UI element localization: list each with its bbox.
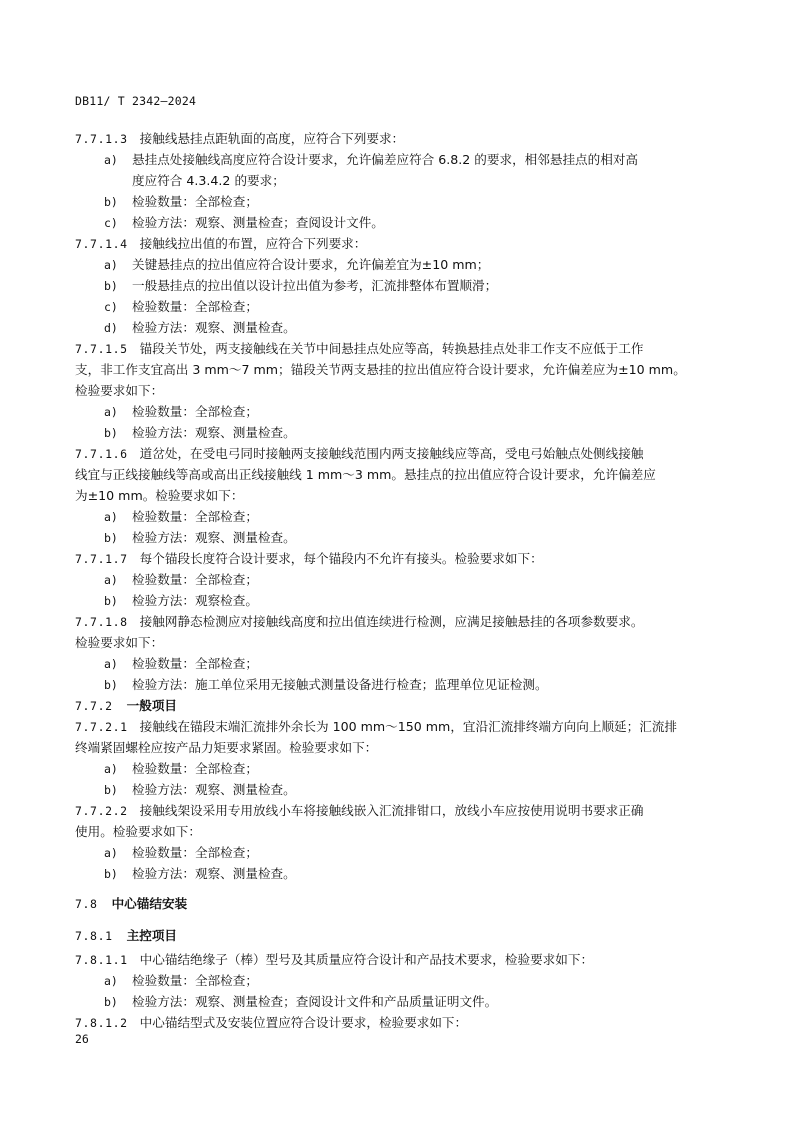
clause-number: 7.7.1.6 xyxy=(75,447,128,461)
item-text: 检验数量：全部检查； xyxy=(132,572,258,587)
section-heading-7-8 xyxy=(75,890,715,917)
list-item xyxy=(75,569,715,590)
clause-text: 接触线架设采用专用放线小车将接触线嵌入汇流排钳口，放线小车应按使用说明书要求正确 xyxy=(139,803,644,818)
item-label: a) xyxy=(104,153,118,167)
list-item xyxy=(75,991,715,1012)
clause-7-8-1-1 xyxy=(75,949,715,970)
item-text: 检验数量：全部检查； xyxy=(132,194,258,209)
section-title: 一般项目 xyxy=(126,698,177,713)
clause-number: 7.7.2.2 xyxy=(75,804,128,818)
clause-text: 道岔处，在受电弓同时接触两支接触线范围内两支接触线应等高，受电弓始触点处侧线接触 xyxy=(139,446,644,461)
clause-7-7-1-4 xyxy=(75,233,715,254)
list-item xyxy=(75,191,715,212)
clause-number: 7.7.1.7 xyxy=(75,552,128,566)
item-text: 一般悬挂点的拉出值以设计拉出值为参考，汇流排整体布置顺滑； xyxy=(132,278,498,293)
document-code: DB11/ T 2342—2024 xyxy=(75,94,197,108)
item-label: b) xyxy=(104,531,118,545)
clause-7-7-1-3 xyxy=(75,128,715,149)
clause-text: 接触线拉出值的布置，应符合下列要求： xyxy=(139,236,367,251)
list-item xyxy=(75,758,715,779)
clause-text: 终端紧固螺栓应按产品力矩要求紧固。检验要求如下： xyxy=(75,740,378,755)
section-number: 7.8.1 xyxy=(75,929,113,943)
clause-continuation xyxy=(75,821,715,842)
list-item xyxy=(75,674,715,695)
clause-text: 使用。检验要求如下： xyxy=(75,824,201,839)
item-text: 检验数量：全部检查； xyxy=(132,299,258,314)
list-item xyxy=(75,317,715,338)
item-text: 检验方法：观察、测量检查。 xyxy=(132,866,296,881)
item-label: b) xyxy=(104,867,118,881)
clause-text: 每个锚段长度符合设计要求，每个锚段内不允许有接头。检验要求如下： xyxy=(139,551,543,566)
item-label: a) xyxy=(104,573,118,587)
clause-number: 7.8.1.2 xyxy=(75,1016,128,1030)
section-title: 中心锚结安装 xyxy=(111,896,188,911)
list-item xyxy=(75,863,715,884)
list-item xyxy=(75,275,715,296)
item-text: 检验方法：观察、测量检查。 xyxy=(132,530,296,545)
item-text: 检验方法：施工单位采用无接触式测量设备进行检查；监理单位见证检测。 xyxy=(132,677,548,692)
item-label: b) xyxy=(104,995,118,1009)
item-label: d) xyxy=(104,321,118,335)
clause-text: 检验要求如下： xyxy=(75,383,164,398)
list-item xyxy=(75,254,715,275)
list-item xyxy=(75,296,715,317)
clause-7-7-1-7 xyxy=(75,548,715,569)
list-item xyxy=(75,527,715,548)
document-body xyxy=(75,128,715,1033)
item-text: 检验数量：全部检查； xyxy=(132,656,258,671)
clause-7-8-1-2 xyxy=(75,1012,715,1033)
clause-number: 7.7.1.5 xyxy=(75,342,128,356)
section-heading-7-8-1 xyxy=(75,922,715,949)
item-label: a) xyxy=(104,657,118,671)
clause-number: 7.7.1.8 xyxy=(75,615,128,629)
clause-continuation xyxy=(75,380,715,401)
clause-text: 支，非工作支宜高出 3 mm～7 mm；锚段关节两支悬挂的拉出值应符合设计要求，允许偏差应为±10 mm。 xyxy=(75,362,686,377)
list-item xyxy=(75,149,715,170)
list-item xyxy=(75,842,715,863)
clause-text: 为±10 mm。检验要求如下： xyxy=(75,488,244,503)
item-text: 关键悬挂点的拉出值应符合设计要求，允许偏差宜为±10 mm； xyxy=(132,257,490,272)
item-label: b) xyxy=(104,195,118,209)
list-item xyxy=(75,779,715,800)
item-label: a) xyxy=(104,258,118,272)
clause-text: 接触线悬挂点距轨面的高度，应符合下列要求： xyxy=(139,131,405,146)
clause-continuation xyxy=(75,464,715,485)
clause-number: 7.7.2.1 xyxy=(75,720,128,734)
item-label: b) xyxy=(104,279,118,293)
list-item xyxy=(75,590,715,611)
clause-7-7-1-8 xyxy=(75,611,715,632)
item-text: 检验数量：全部检查； xyxy=(132,404,258,419)
section-number: 7.7.2 xyxy=(75,699,113,713)
section-title: 主控项目 xyxy=(126,928,177,943)
item-text: 检验数量：全部检查； xyxy=(132,509,258,524)
item-label: a) xyxy=(104,846,118,860)
item-label: b) xyxy=(104,783,118,797)
clause-continuation xyxy=(75,737,715,758)
item-label: a) xyxy=(104,510,118,524)
item-continuation xyxy=(75,170,715,191)
item-label: c) xyxy=(104,300,118,314)
section-heading-7-7-2 xyxy=(75,695,715,716)
item-text: 检验方法：观察、测量检查；查阅设计文件。 xyxy=(132,215,384,230)
clause-number: 7.7.1.3 xyxy=(75,132,128,146)
clause-number: 7.7.1.4 xyxy=(75,237,128,251)
item-text: 检验数量：全部检查； xyxy=(132,973,258,988)
clause-text: 锚段关节处，两支接触线在关节中间悬挂点处应等高，转换悬挂点处非工作支不应低于工作 xyxy=(139,341,644,356)
clause-text: 接触线在锚段末端汇流排外余长为 100 mm～150 mm，宜沿汇流排终端方向向上顺延；汇流排 xyxy=(139,719,678,734)
item-text: 检验方法：观察、测量检查。 xyxy=(132,320,296,335)
list-item xyxy=(75,506,715,527)
item-label: b) xyxy=(104,594,118,608)
list-item xyxy=(75,212,715,233)
clause-7-7-2-1 xyxy=(75,716,715,737)
clause-text: 检验要求如下： xyxy=(75,635,164,650)
clause-text: 线宜与正线接触线等高或高出正线接触线 1 mm～3 mm。悬挂点的拉出值应符合设计要求，允许偏差应 xyxy=(75,467,656,482)
clause-continuation xyxy=(75,359,715,380)
item-label: b) xyxy=(104,678,118,692)
list-item xyxy=(75,401,715,422)
list-item xyxy=(75,653,715,674)
clause-continuation xyxy=(75,485,715,506)
item-text: 检验方法：观察检查。 xyxy=(132,593,258,608)
list-item xyxy=(75,422,715,443)
item-text: 检验方法：观察、测量检查。 xyxy=(132,425,296,440)
clause-7-7-1-6 xyxy=(75,443,715,464)
item-text: 度应符合 4.3.4.2 的要求； xyxy=(132,173,285,188)
clause-7-7-2-2 xyxy=(75,800,715,821)
item-text: 悬挂点处接触线高度应符合设计要求，允许偏差应符合 6.8.2 的要求，相邻悬挂点的相对高 xyxy=(132,152,639,167)
clause-text: 中心锚结型式及安装位置应符合设计要求，检验要求如下： xyxy=(139,1015,468,1030)
clause-number: 7.8.1.1 xyxy=(75,953,128,967)
item-label: a) xyxy=(104,405,118,419)
item-label: c) xyxy=(104,216,118,230)
item-text: 检验数量：全部检查； xyxy=(132,761,258,776)
item-label: b) xyxy=(104,426,118,440)
clause-text: 接触网静态检测应对接触线高度和拉出值连续进行检测，应满足接触悬挂的各项参数要求。 xyxy=(139,614,644,629)
item-text: 检验方法：观察、测量检查。 xyxy=(132,782,296,797)
clause-7-7-1-5 xyxy=(75,338,715,359)
section-number: 7.8 xyxy=(75,897,98,911)
clause-continuation xyxy=(75,632,715,653)
clause-text: 中心锚结绝缘子（棒）型号及其质量应符合设计和产品技术要求，检验要求如下： xyxy=(139,952,594,967)
list-item xyxy=(75,970,715,991)
item-text: 检验数量：全部检查； xyxy=(132,845,258,860)
item-label: a) xyxy=(104,974,118,988)
page-number: 26 xyxy=(75,1032,89,1046)
item-text: 检验方法：观察、测量检查；查阅设计文件和产品质量证明文件。 xyxy=(132,994,498,1009)
item-label: a) xyxy=(104,762,118,776)
